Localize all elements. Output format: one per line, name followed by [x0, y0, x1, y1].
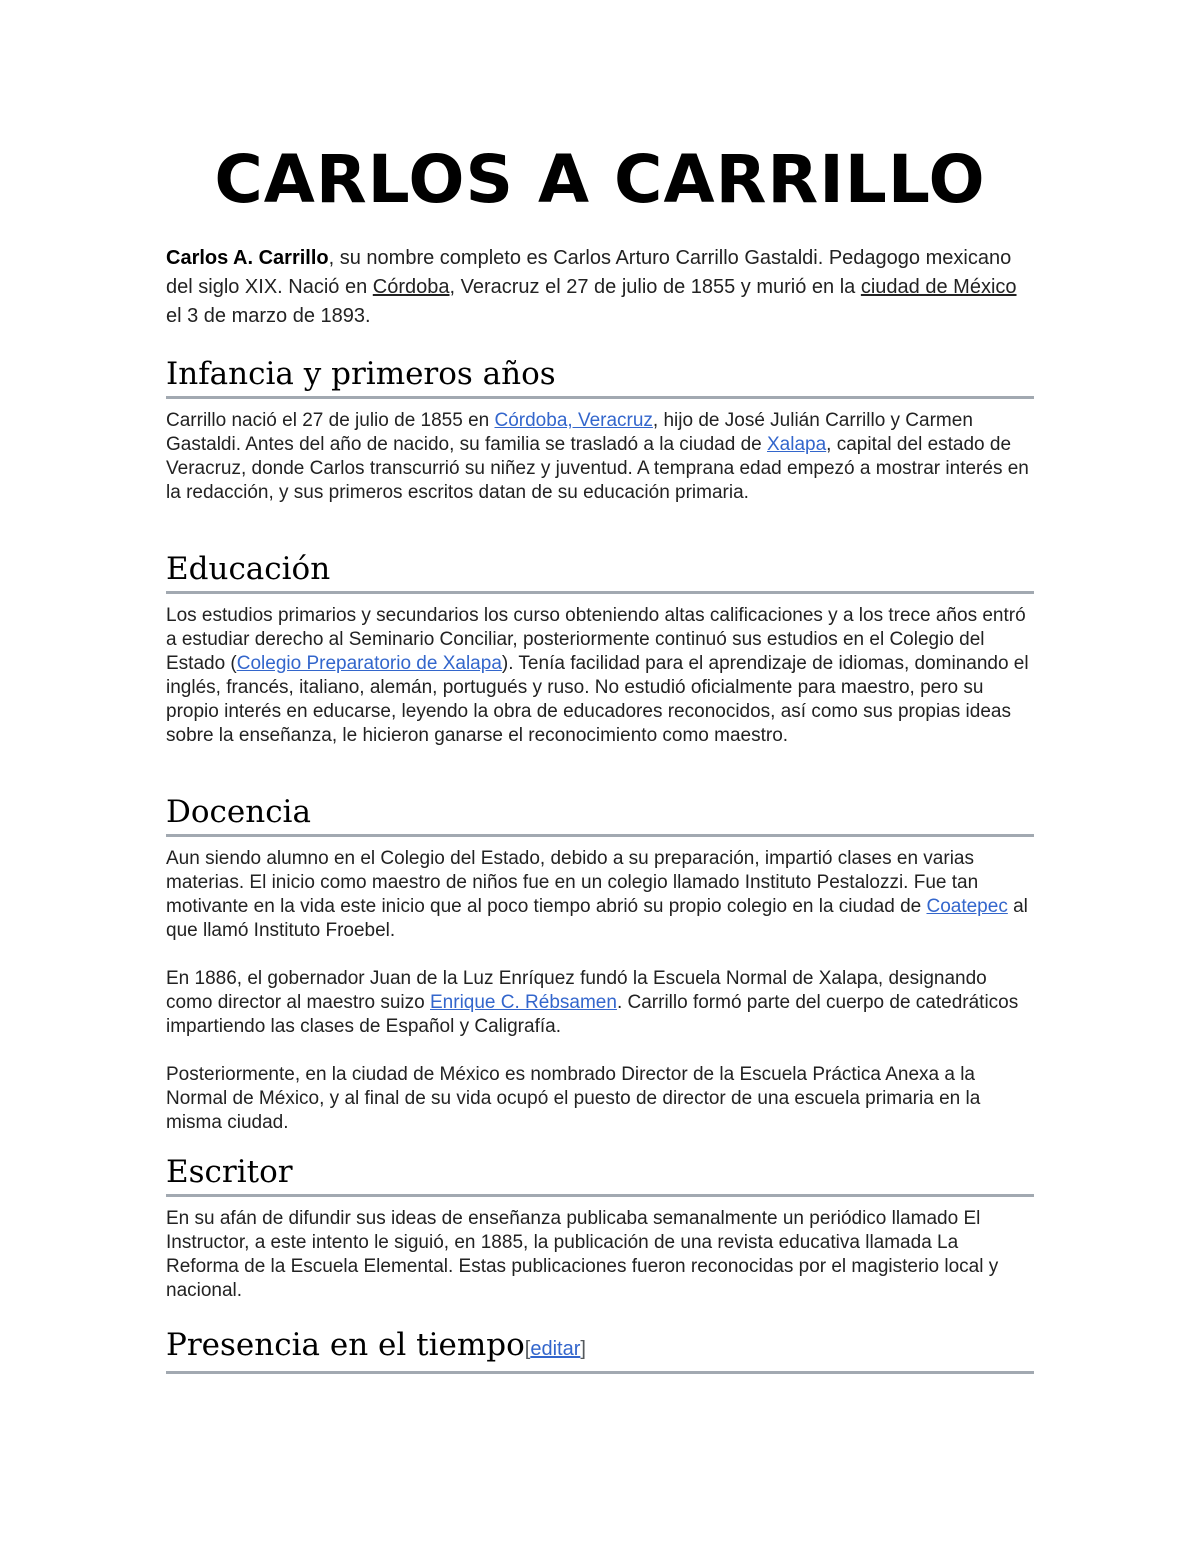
link-coatepec[interactable]: Coatepec	[926, 896, 1008, 917]
paragraph: Los estudios primarios y secundarios los curso obteniendo altas calificaciones y a los trece años entró a estudiar derecho al Seminario Conciliar, posteriormente continuó sus estudios en el Colegio del Estado (Colegio Preparatorio de Xalapa). Tenía facilidad para el aprendizaje de idiomas, dominando el inglés, francés, italiano, alemán, portugués y ruso. No estudió oficialmente para maestro, pero su propio interés en educarse, leyendo la obra de educadores reconocidos, así como sus propias ideas sobre la enseñanza, le hicieron ganarse el reconocimiento como maestro.	[166, 605, 1029, 746]
section-heading: Infancia y primeros años	[166, 354, 1034, 399]
section-presencia	[166, 1325, 1034, 1374]
paragraph: Carrillo nació el 27 de julio de 1855 en Córdoba, Veracruz, hijo de José Julián Carrillo y Carmen Gastaldi. Antes del año de nacido, su familia se trasladó a la ciudad de Xalapa, capital del estado de Veracruz, donde Carlos transcurrió su niñez y juventud. A temprana edad empezó a mostrar interés en la redacción, y sus primeros escritos datan de su educación primaria.	[166, 410, 1029, 503]
link-enrique-rebsamen[interactable]: Enrique C. Rébsamen	[430, 992, 617, 1013]
section-heading: Docencia	[166, 792, 1034, 837]
subject-name: Carlos A. Carrillo	[166, 247, 329, 269]
edit-section: [editar]	[524, 1338, 586, 1360]
link-xalapa[interactable]: Xalapa	[767, 434, 827, 455]
paragraph: En 1886, el gobernador Juan de la Luz Enríquez fundó la Escuela Normal de Xalapa, designando como director al maestro suizo Enrique C. Rébsamen. Carrillo formó parte del cuerpo de catedráticos impartiendo las clases de Español y Caligrafía.	[166, 968, 1019, 1037]
document-title: CARLOS A CARRILLO	[214, 141, 986, 218]
edit-link[interactable]: editar	[530, 1338, 581, 1360]
link-cordoba[interactable]: Córdoba	[372, 276, 450, 298]
link-colegio-preparatorio[interactable]: Colegio Preparatorio de Xalapa	[236, 653, 502, 674]
paragraph: En su afán de difundir sus ideas de enseñanza publicaba semanalmente un periódico llamado El Instructor, a este intento le siguió, en 1885, la publicación de una revista educativa llamada La Reforma de la Escuela Elemental. Estas publicaciones fueron reconocidas por el magisterio local y nacional.	[166, 1208, 999, 1301]
section-heading: Escritor	[166, 1152, 1034, 1197]
intro-paragraph: Carlos A. Carrillo, su nombre completo es Carlos Arturo Carrillo Gastaldi. Pedagogo mexicano del siglo XIX. Nació en Córdoba, Veracruz el 27 de julio de 1855 y murió en la ciudad de México el 3 de marzo de 1893.	[166, 247, 1017, 327]
section-docencia	[166, 792, 1034, 1135]
paragraph: Posteriormente, en la ciudad de México es nombrado Director de la Escuela Práctica Anexa a la Normal de México, y al final de su vida ocupó el puesto de director de una escuela primaria en la misma ciudad.	[166, 1064, 981, 1133]
section-heading: Educación	[166, 549, 1034, 594]
section-educacion	[166, 549, 1034, 748]
section-escritor	[166, 1152, 1034, 1303]
paragraph: Aun siendo alumno en el Colegio del Estado, debido a su preparación, impartió clases en varias materias. El inicio como maestro de niños fue en un colegio llamado Instituto Pestalozzi. Fue tan motivante en la vida este inicio que al poco tiempo abrió su propio colegio en la ciudad de Coatepec al que llamó Instituto Froebel.	[166, 848, 1028, 941]
section-infancia	[166, 354, 1034, 505]
link-cordoba-veracruz[interactable]: Córdoba, Veracruz	[494, 410, 653, 431]
link-ciudad-de-mexico[interactable]: ciudad de México	[860, 276, 1017, 298]
section-heading: Presencia en el tiempo[editar]	[166, 1325, 1034, 1374]
